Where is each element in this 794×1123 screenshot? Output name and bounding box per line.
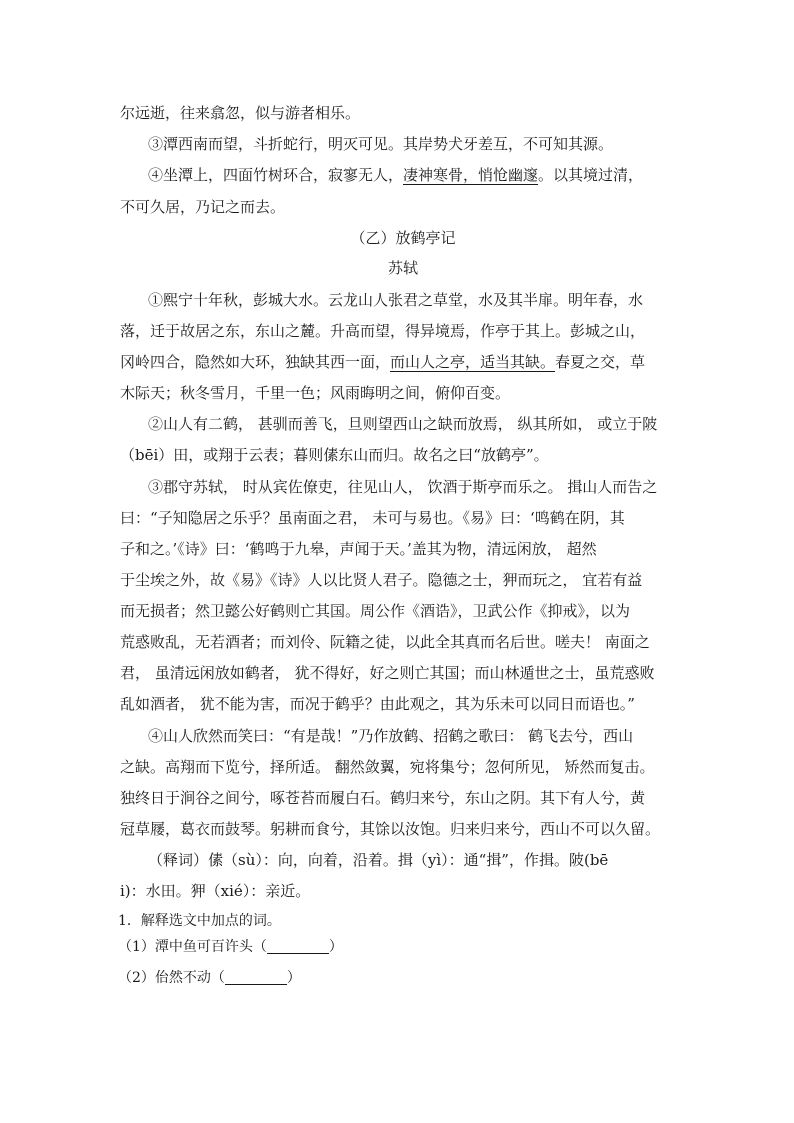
- passage-a-paragraph-4: [148, 165, 643, 185]
- passage-a-paragraph-3: ③潭西南而望，斗折蛇行，明灭可见。其岸势犬牙差互，不可知其源。: [148, 135, 614, 153]
- passage-a-line: 尔远逝，往来翕忽，似与游者相乐。: [120, 104, 361, 122]
- paragraph-3-line: 而无损者；然卫懿公好鹤则亡其国。周公作《酒诰》，卫武公作《抑戒》，以为: [120, 602, 631, 620]
- paragraph-4-line: 独终日于涧谷之间兮，啄苍苔而履白石。鹤归来兮，东山之阴。其下有人兮，黄: [120, 789, 646, 807]
- glossary-line: i)：水田。狎（xié）：亲近。: [120, 882, 311, 900]
- question-text: ）: [328, 939, 343, 955]
- paragraph-1-line: 落，迁于故居之东，东山之麓。升高而望，得异境焉，作亭于其上。彭城之山，: [120, 322, 646, 340]
- paragraph-1-line: ①熙宁十年秋，彭城大水。云龙山人张君之草堂，水及其半扉。明年春，水: [148, 291, 644, 309]
- passage-b-title: （乙）放鹤亭记: [350, 229, 456, 247]
- question-1: [118, 937, 343, 957]
- paragraph-3-line: 于尘埃之外，故《易》《诗》人以比贤人君子。隐德之士，狎而玩之， 宜若有益: [120, 571, 643, 589]
- paragraph-2-line: （bēi）田，或翔于云表；暮则傃东山而归。故名之曰“放鹤亭”。: [120, 446, 549, 464]
- question-2: [118, 968, 301, 988]
- paragraph-3-line: 曰：“子知隐居之乐乎？虽南面之君， 未可与易也。《易》曰：‘鸣鹤在阴，其: [120, 509, 625, 527]
- paragraph-4-line: ④山人欣然而笑曰：“有是哉！”乃作放鹤、招鹤之歌曰： 鹤飞去兮，西山: [148, 727, 634, 745]
- paragraph-2-line: ②山人有二鹤， 甚驯而善飞，旦则望西山之缺而放焉， 纵其所如， 或立于陂: [148, 415, 658, 433]
- underlined-phrase: 而山人之亭，适当其缺。: [390, 353, 556, 371]
- paragraph-3-line: 君， 虽清远闲放如鹤者， 犹不得好，好之则亡其国；而山林遁世之士，虽荒惑败: [120, 664, 655, 682]
- glossary-line: （释词）傃（sù）：向，向着，沿着。揖（yì）：通“揖”，作揖。陂(bē: [148, 851, 609, 869]
- answer-blank-2[interactable]: [225, 970, 287, 985]
- passage-b-author: 苏轼: [387, 259, 418, 277]
- question-text: （2）佁然不动（: [118, 970, 225, 986]
- paragraph-3-line: 乱如酒者， 犹不能为害，而况于鹤乎？由此观之，其为乐未可以同日而语也。”: [120, 695, 635, 713]
- passage-a-line: 不可久居，乃记之而去。: [120, 198, 286, 216]
- paragraph-3-line: 子和之。’《诗》曰：‘鹤鸣于九皋，声闻于天。’盖其为物，清远闲放， 超然: [120, 540, 597, 558]
- text-segment: 春夏之交，草: [555, 353, 646, 371]
- answer-blank-1[interactable]: [267, 939, 329, 954]
- text-segment: 。以其境过清，: [538, 166, 644, 184]
- question-heading: 1．解释选文中加点的词。: [118, 913, 281, 929]
- question-text: ）: [286, 970, 301, 986]
- paragraph-1-line: [120, 352, 645, 372]
- text-segment: 冈岭四合，隐然如大环，独缺其西一面，: [120, 353, 391, 371]
- paragraph-4-line: 之缺。高翔而下览兮，择所适。 翻然敛翼，宛将集兮；忽何所见， 矫然而复击。: [120, 758, 655, 776]
- paragraph-1-line: 木际天；秋冬雪月，千里一色；风雨晦明之间，俯仰百变。: [120, 384, 511, 402]
- text-segment: ④坐潭上，四面竹树环合，寂寥无人，: [148, 166, 404, 184]
- question-text: （1）潭中鱼可百许头（: [118, 939, 267, 955]
- paragraph-3-line: 荒惑败乱，无若酒者；而刘伶、阮籍之徒，以此全其真而名后世。嗟夫！ 南面之: [120, 633, 650, 651]
- underlined-phrase: 凄神寒骨，悄怆幽邃: [403, 166, 539, 184]
- paragraph-3-line: ③郡守苏轼， 时从宾佐僚吏，往见山人， 饮酒于斯亭而乐之。 揖山人而告之: [148, 478, 658, 496]
- paragraph-4-line: 冠草屦，葛衣而鼓琴。躬耕而食兮，其馀以汝饱。归来归来兮，西山不可以久留。: [120, 820, 661, 838]
